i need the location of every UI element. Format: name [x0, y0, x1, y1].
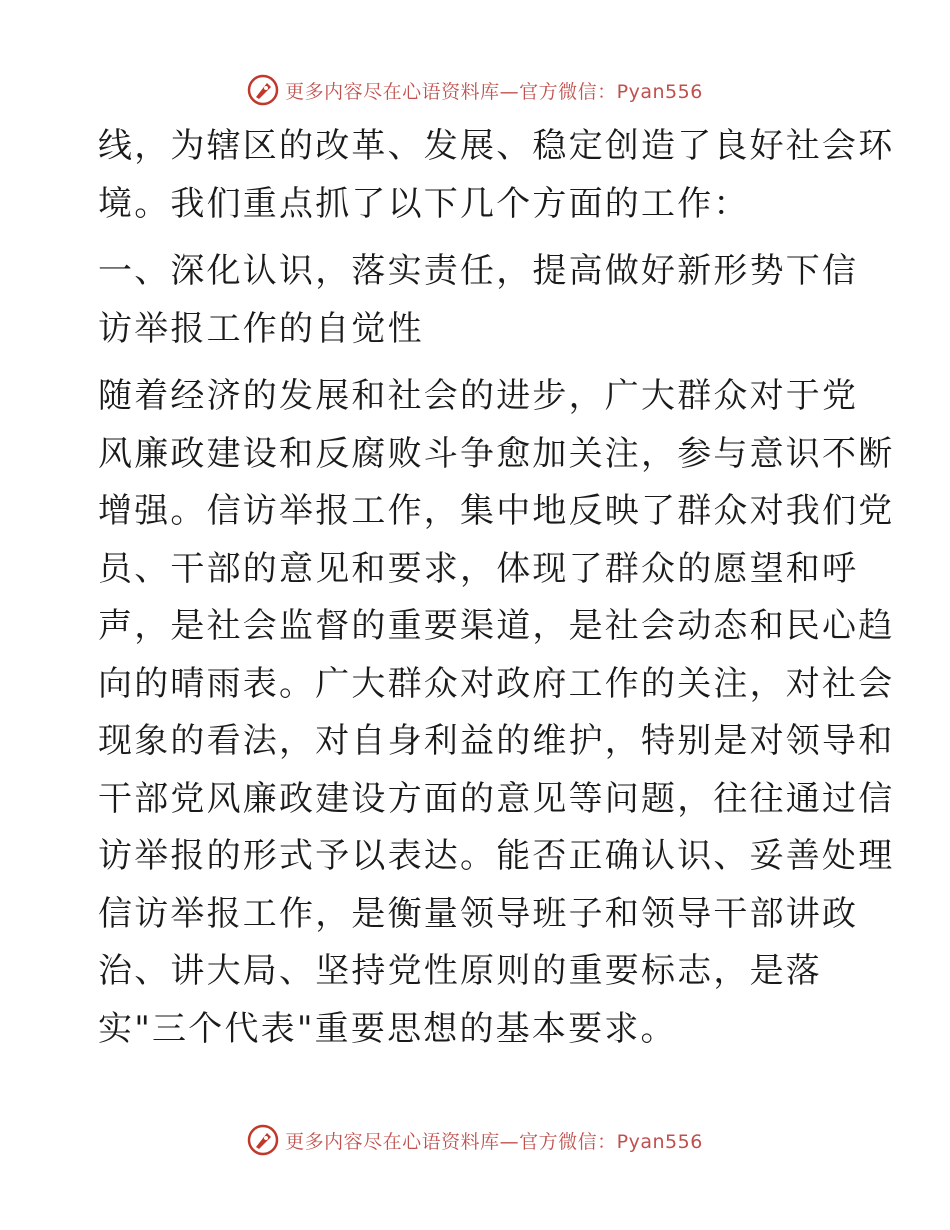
- text-line: 向的晴雨表。广大群众对政府工作的关注，对社会: [98, 663, 895, 704]
- text-line: 现象的看法，对自身利益的维护，特别是对领导和: [98, 721, 895, 761]
- text-line: 实"三个代表"重要思想的基本要求。: [98, 1008, 677, 1049]
- text-line: 风廉政建设和反腐败斗争愈加关注，参与意识不断: [98, 433, 895, 474]
- text-line: 访举报的形式予以表达。能否正确认识、妥善处理: [98, 836, 895, 876]
- heading-line: 访举报工作的自觉性: [98, 308, 424, 349]
- text-line: 干部党风廉政建设方面的意见等问题，往往通过信: [98, 778, 895, 819]
- header-banner: [0, 70, 950, 110]
- footer-text: 更多内容尽在心语资料库—官方微信：Pyan556: [285, 1130, 703, 1153]
- document-body: [98, 118, 895, 1058]
- pen-nib-logo-icon: [247, 1124, 279, 1156]
- text-line: 增强。信访举报工作，集中地反映了群众对我们党: [98, 491, 895, 531]
- text-line: 治、讲大局、坚持党性原则的重要标志，是落: [98, 951, 822, 991]
- paragraph: [98, 118, 895, 233]
- text-line: 境。我们重点抓了以下几个方面的工作：: [98, 183, 750, 224]
- heading-line: 一、深化认识，落实责任，提高做好新形势下信: [98, 251, 859, 291]
- text-line: 声，是社会监督的重要渠道，是社会动态和民心趋: [98, 606, 895, 646]
- paragraph: [98, 368, 895, 1058]
- pen-nib-logo-icon: [247, 74, 279, 106]
- section-heading: [98, 243, 858, 358]
- text-line: 员、干部的意见和要求，体现了群众的愿望和呼: [98, 548, 859, 589]
- footer-banner: [0, 1120, 950, 1160]
- text-line: 线，为辖区的改革、发展、稳定创造了良好社会环: [98, 126, 895, 166]
- text-line: 随着经济的发展和社会的进步，广大群众对于党: [98, 376, 859, 416]
- text-line: 信访举报工作，是衡量领导班子和领导干部讲政: [98, 893, 859, 934]
- header-text: 更多内容尽在心语资料库—官方微信：Pyan556: [285, 80, 703, 103]
